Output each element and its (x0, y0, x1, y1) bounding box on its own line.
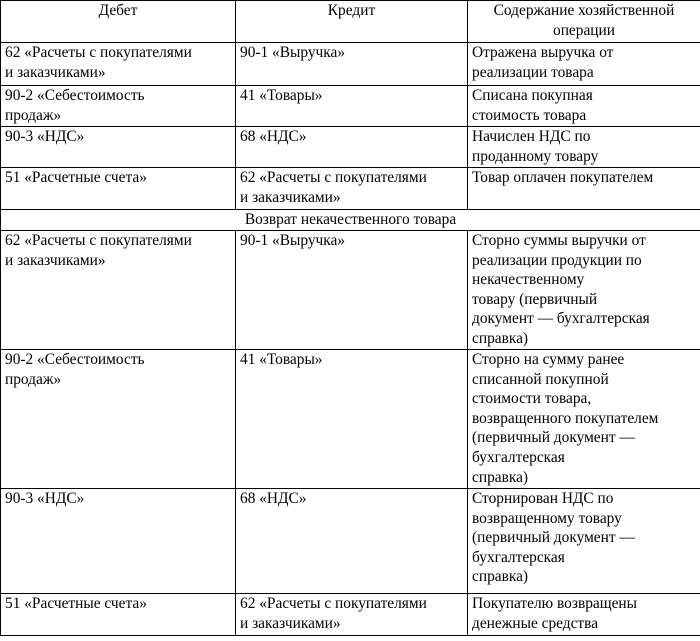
header-row (1, 1, 700, 43)
content-cell: Отражена выручка от реализации товара (468, 43, 700, 86)
content-cell: Начислен НДС по проданному товару (468, 127, 700, 168)
content-cell: Сторнирован НДС по возвращенному товару (первичный документ — бухгалтерская справка) (468, 489, 700, 594)
table-row (1, 594, 700, 636)
credit-cell: 41 «Товары» (236, 350, 468, 489)
debit-cell: 90-3 «НДС» (1, 127, 236, 168)
content-cell: Списана покупная стоимость товара (468, 86, 700, 127)
header-debit: Дебет (1, 1, 236, 43)
content-cell: Товар оплачен покупателем (468, 168, 700, 210)
table-row (1, 489, 700, 594)
credit-cell: 62 «Расчеты с покупателями и заказчиками» (236, 168, 468, 210)
table-row (1, 43, 700, 86)
table-row (1, 231, 700, 350)
debit-cell: 51 «Расчетные счета» (1, 594, 236, 636)
debit-cell: 90-3 «НДС» (1, 489, 236, 594)
content-cell: Сторно суммы выручки от реализации продукции по некачественному товару (первичный документ — бухгалтерская справка) (468, 231, 700, 350)
table-row (1, 127, 700, 168)
table-row (1, 86, 700, 127)
section-row (1, 210, 700, 231)
credit-cell: 90-1 «Выручка» (236, 43, 468, 86)
debit-cell: 90-2 «Себестоимость продаж» (1, 350, 236, 489)
credit-cell: 90-1 «Выручка» (236, 231, 468, 350)
credit-cell: 41 «Товары» (236, 86, 468, 127)
content-cell: Покупателю возвращены денежные средства (468, 594, 700, 636)
debit-cell: 90-2 «Себестоимость продаж» (1, 86, 236, 127)
debit-cell: 62 «Расчеты с покупателями и заказчиками» (1, 43, 236, 86)
header-content: Содержание хозяйственной операции (468, 1, 700, 43)
credit-cell: 68 «НДС» (236, 127, 468, 168)
section-title: Возврат некачественного товара (1, 210, 700, 231)
credit-cell: 62 «Расчеты с покупателями и заказчиками» (236, 594, 468, 636)
table-row (1, 350, 700, 489)
content-cell: Сторно на сумму ранее списанной покупной стоимости товара, возвращенного покупателем (первичный документ — бухгалтерская справка) (468, 350, 700, 489)
header-credit: Кредит (236, 1, 468, 43)
credit-cell: 68 «НДС» (236, 489, 468, 594)
debit-cell: 51 «Расчетные счета» (1, 168, 236, 210)
table-row (1, 168, 700, 210)
debit-cell: 62 «Расчеты с покупателями и заказчиками» (1, 231, 236, 350)
